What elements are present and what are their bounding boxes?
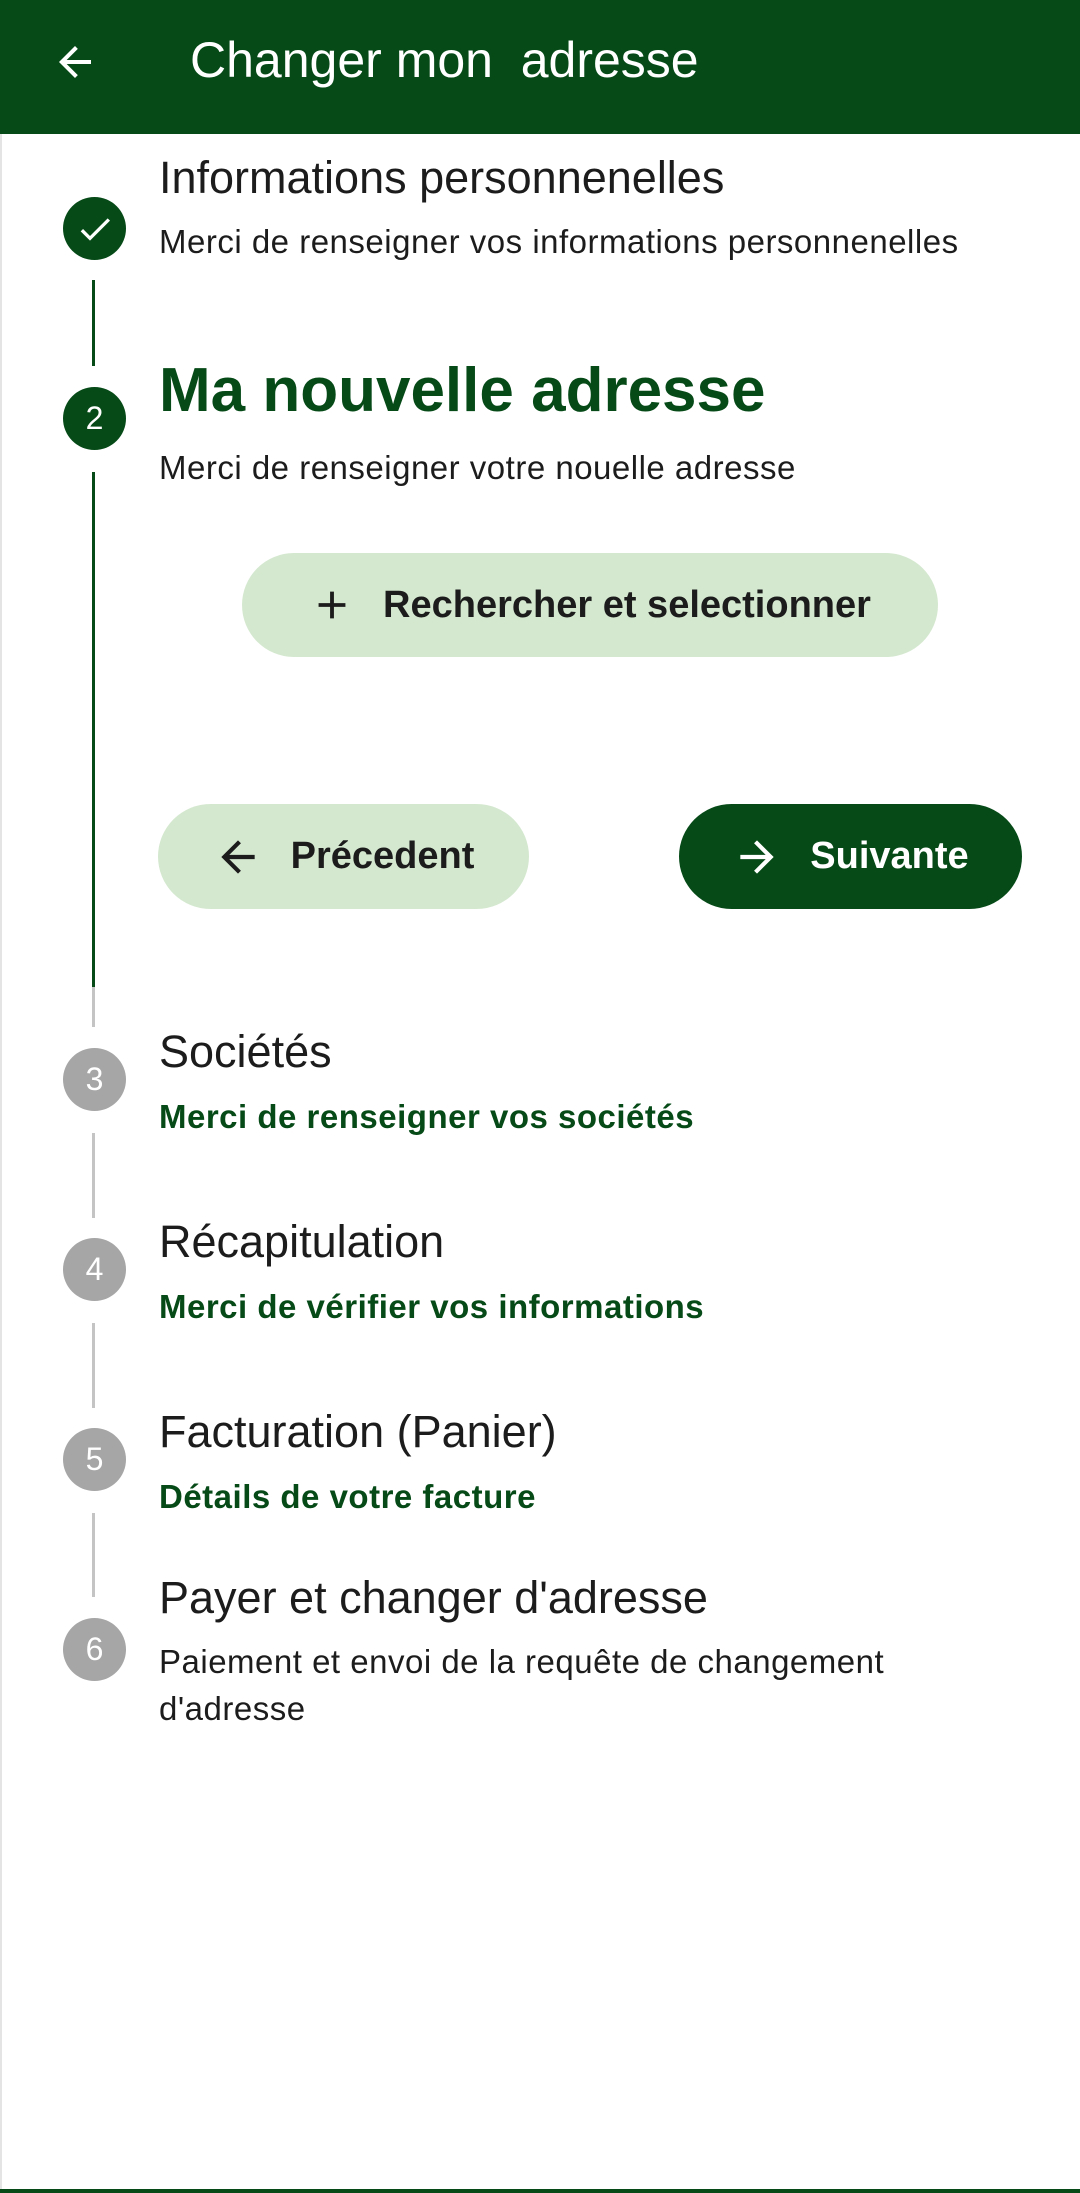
step-2-title[interactable]: Ma nouvelle adresse <box>159 356 766 425</box>
step-3-indicator <box>63 1048 126 1111</box>
step-3-title[interactable]: Sociétés <box>159 1026 332 1077</box>
step-1-indicator <box>63 197 126 260</box>
app-bar <box>0 0 1080 134</box>
step-5-number: 5 <box>85 1441 104 1477</box>
step-1-title[interactable]: Informations personnenelles <box>159 152 725 203</box>
previous-label: Précedent <box>290 835 475 877</box>
page-title: Changer mon adresse <box>190 32 699 88</box>
back-button[interactable] <box>40 27 110 97</box>
step-4-indicator <box>63 1238 126 1301</box>
step-3-description: Merci de renseigner vos sociétés <box>159 1098 695 1135</box>
step-connector-3 <box>92 1133 95 1218</box>
step-3-number: 3 <box>85 1061 104 1097</box>
bottom-divider <box>0 2189 1080 2193</box>
step-6-number: 6 <box>85 1631 104 1667</box>
next-button[interactable] <box>679 804 1022 909</box>
step-5-description: Détails de votre facture <box>159 1478 536 1515</box>
step-4-title[interactable]: Récapitulation <box>159 1216 445 1267</box>
step-6-description: Paiement et envoi de la requête de changement d'adresse <box>159 1643 885 1727</box>
step-2-number: 2 <box>85 400 104 436</box>
step-2-indicator <box>63 387 126 450</box>
plus-icon <box>309 582 355 628</box>
step-6-title[interactable]: Payer et changer d'adresse <box>159 1572 708 1623</box>
check-icon <box>75 209 115 249</box>
step-1-description: Merci de renseigner vos informations personnenelles <box>159 223 959 260</box>
screen-edge <box>0 134 2 2193</box>
search-select-button[interactable] <box>242 553 938 657</box>
previous-button[interactable] <box>158 804 529 909</box>
step-6-indicator <box>63 1618 126 1681</box>
step-4-number: 4 <box>85 1251 104 1287</box>
step-connector-5 <box>92 1513 95 1597</box>
step-5-indicator <box>63 1428 126 1491</box>
step-5-title[interactable]: Facturation (Panier) <box>159 1406 557 1457</box>
step-connector-2 <box>92 472 95 987</box>
search-select-label: Rechercher et selectionner <box>383 583 871 626</box>
arrow-right-icon <box>732 832 782 882</box>
step-connector-4 <box>92 1323 95 1408</box>
step-2-description: Merci de renseigner votre nouelle adresse <box>159 449 796 486</box>
next-label: Suivante <box>810 835 969 877</box>
step-4-description: Merci de vérifier vos informations <box>159 1288 705 1325</box>
step-connector-2b <box>92 987 95 1027</box>
arrow-left-icon <box>51 38 99 86</box>
step-connector-1 <box>92 280 95 366</box>
arrow-left-icon <box>213 832 263 882</box>
